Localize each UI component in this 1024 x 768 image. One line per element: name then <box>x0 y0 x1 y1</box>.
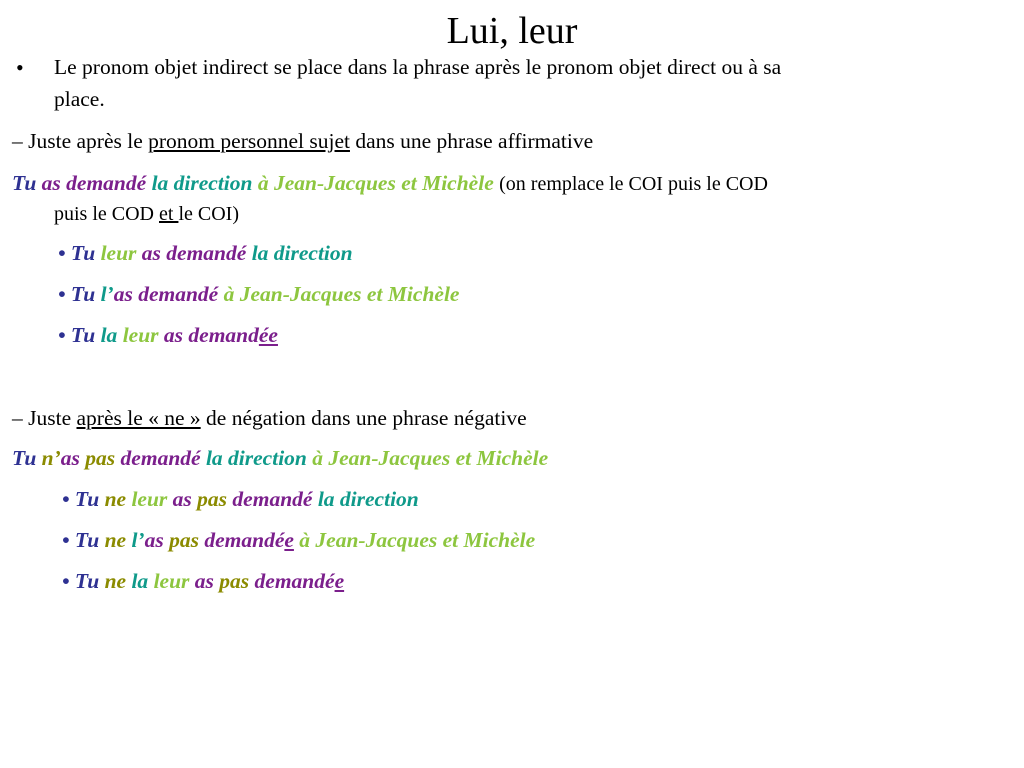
item-bullet: • <box>62 487 75 511</box>
section1-item-2 <box>58 279 459 310</box>
item-cod: la direction <box>251 241 353 265</box>
item-pronoun-coi: leur <box>153 569 190 593</box>
example-note-line1: (on remplace le COI puis le COD <box>499 173 768 195</box>
example-coi: à Jean-Jacques et Michèle <box>312 446 549 470</box>
item-bullet: • <box>62 569 75 593</box>
item-neg-pas: pas <box>219 569 250 593</box>
example-neg-ne: n’ <box>41 446 61 470</box>
item-pronoun-coi: leur <box>100 241 137 265</box>
item-subject: Tu <box>70 282 96 306</box>
item-verb: as demandé <box>141 241 247 265</box>
example-verb: as demandé <box>41 171 147 195</box>
note2-post: le COI) <box>178 203 239 225</box>
section2-item-1 <box>62 484 419 515</box>
section1-heading-underlined: pronom personnel sujet <box>148 129 350 153</box>
item-subject: Tu <box>74 528 100 552</box>
item-coi: à Jean-Jacques et Michèle <box>299 528 536 552</box>
item-verb-participle <box>204 528 294 552</box>
item-verb-stem: demandé <box>204 528 285 552</box>
item-verb-participle: demandé <box>232 487 313 511</box>
item-neg-ne: ne <box>104 487 127 511</box>
item-neg-ne: ne <box>104 569 127 593</box>
section1-example-note-line2 <box>54 199 239 230</box>
bullet-text-line1: Le pronom objet indirect se place dans la phrase après le pronom objet direct ou à sa <box>54 55 782 79</box>
item-cod: la direction <box>317 487 419 511</box>
bullet-marker: • <box>16 55 24 80</box>
section1-heading <box>12 126 593 157</box>
note2-underlined: et <box>159 203 179 225</box>
item-neg-pas: pas <box>197 487 228 511</box>
item-bullet: • <box>58 323 71 347</box>
item-subject: Tu <box>70 241 96 265</box>
item-verb: as demandé <box>113 282 219 306</box>
item-verb-agreement: e <box>284 528 294 552</box>
item-subject: Tu <box>74 487 100 511</box>
section2-heading-underlined: après le « ne » <box>76 406 201 430</box>
item-neg-pas: pas <box>169 528 199 552</box>
item-subject: Tu <box>70 323 96 347</box>
section2-heading <box>12 403 527 434</box>
section1-heading-pre: – Juste après le <box>12 129 149 153</box>
item-pronoun-cod: la <box>100 323 118 347</box>
section1-item-1 <box>58 238 353 269</box>
item-pronoun-coi: leur <box>122 323 159 347</box>
section2-item-2 <box>62 525 535 556</box>
item-verb-stem: demandé <box>254 569 335 593</box>
item-coi: à Jean-Jacques et Michèle <box>223 282 460 306</box>
item-subject: Tu <box>74 569 100 593</box>
example-subject: Tu <box>12 446 37 470</box>
item-verb-aux: as <box>144 528 164 552</box>
item-verb <box>164 323 278 347</box>
item-verb-agreement: ée <box>258 323 278 347</box>
item-neg-ne: ne <box>104 528 127 552</box>
item-pronoun-cod: l’ <box>131 528 145 552</box>
section2-heading-pre: – Juste <box>12 406 77 430</box>
section2-heading-post: de négation dans une phrase négative <box>200 406 527 430</box>
example-verb-aux: as <box>60 446 80 470</box>
section2-example <box>12 443 548 474</box>
item-bullet: • <box>62 528 75 552</box>
item-bullet: • <box>58 241 71 265</box>
item-pronoun-cod: l’ <box>100 282 114 306</box>
item-verb-aux: as <box>172 487 192 511</box>
example-coi: à Jean-Jacques et Michèle <box>257 171 494 195</box>
slide-title: Lui, leur <box>446 10 578 52</box>
bullet-text-line2: place. <box>54 87 105 111</box>
example-neg-pas: pas <box>85 446 116 470</box>
example-verb-participle: demandé <box>120 446 201 470</box>
section1-example <box>12 168 768 200</box>
item-verb-aux: as <box>194 569 214 593</box>
item-verb-agreement: e <box>334 569 345 593</box>
example-subject: Tu <box>12 171 37 195</box>
item-pronoun-cod: la <box>131 569 149 593</box>
section1-heading-post: dans une phrase affirmative <box>349 129 594 153</box>
note2-pre: puis le COD <box>54 203 159 225</box>
example-cod: la direction <box>151 171 253 195</box>
section1-item-3 <box>58 320 278 351</box>
example-cod: la direction <box>205 446 307 470</box>
item-bullet: • <box>58 282 71 306</box>
item-verb-stem: as demand <box>163 323 259 347</box>
item-verb-participle <box>255 569 345 593</box>
item-pronoun-coi: leur <box>131 487 168 511</box>
section2-item-3 <box>62 566 344 597</box>
